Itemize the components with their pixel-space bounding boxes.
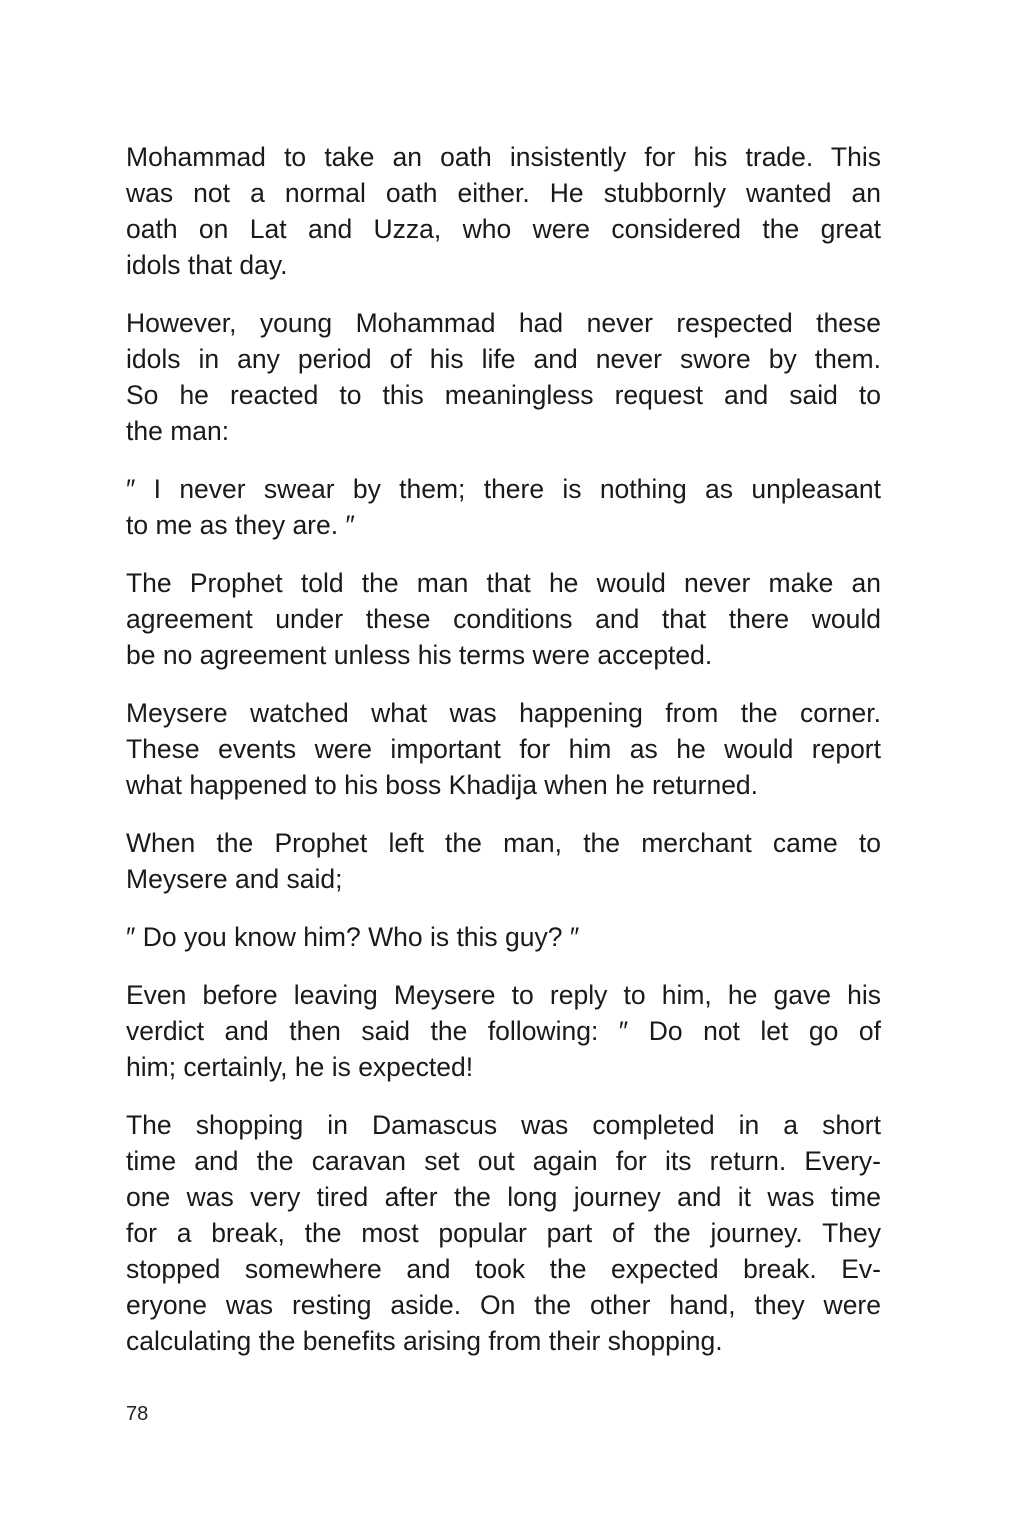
text-line: be no agreement unless his terms were accepted. xyxy=(126,640,713,670)
text-line: However, young Mohammad had never respected these xyxy=(126,308,881,338)
text-line: idols in any period of his life and never swore by them. xyxy=(126,344,881,374)
text-line: oath on Lat and Uzza, who were considered the great xyxy=(126,214,881,244)
text-line: was not a normal oath either. He stubbornly wanted an xyxy=(126,178,881,208)
text-line: stopped somewhere and took the expected break. Ev- xyxy=(126,1254,881,1284)
text-line: verdict and then said the following: ″ Do not let go of xyxy=(126,1016,881,1046)
text-line: one was very tired after the long journey and it was time xyxy=(126,1182,881,1212)
text-line: agreement under these conditions and that there would xyxy=(126,604,881,634)
paragraph xyxy=(126,471,881,543)
paragraph xyxy=(126,919,881,955)
paragraph xyxy=(126,825,881,897)
text-line: Even before leaving Meysere to reply to him, he gave his xyxy=(126,980,881,1010)
text-line: idols that day. xyxy=(126,250,288,280)
text-line: what happened to his boss Khadija when he returned. xyxy=(126,770,759,800)
text-line: him; certainly, he is expected! xyxy=(126,1052,474,1082)
paragraph xyxy=(126,305,881,449)
paragraph xyxy=(126,695,881,803)
paragraph xyxy=(126,1107,881,1359)
text-line: the man: xyxy=(126,416,230,446)
text-line: These events were important for him as he would report xyxy=(126,734,881,764)
text-line: Mohammad to take an oath insistently for his trade. This xyxy=(126,142,881,172)
text-line: So he reacted to this meaningless request and said to xyxy=(126,380,881,410)
paragraph xyxy=(126,139,881,283)
text-line: ″ I never swear by them; there is nothing as unpleasant xyxy=(126,474,881,504)
text-line: to me as they are. ″ xyxy=(126,510,355,540)
text-line: ″ Do you know him? Who is this guy? ″ xyxy=(126,922,580,952)
paragraph xyxy=(126,565,881,673)
text-line: Meysere watched what was happening from the corner. xyxy=(126,698,881,728)
page-number: 78 xyxy=(126,1403,149,1425)
paragraph xyxy=(126,977,881,1085)
text-line: eryone was resting aside. On the other hand, they were xyxy=(126,1290,881,1320)
text-line: calculating the benefits arising from their shopping. xyxy=(126,1326,723,1356)
text-line: When the Prophet left the man, the merchant came to xyxy=(126,828,881,858)
text-line: time and the caravan set out again for its return. Every- xyxy=(126,1146,881,1176)
text-line: The Prophet told the man that he would never make an xyxy=(126,568,881,598)
body-text xyxy=(126,139,881,1381)
text-line: Meysere and said; xyxy=(126,864,343,894)
text-line: for a break, the most popular part of the journey. They xyxy=(126,1218,881,1248)
text-line: The shopping in Damascus was completed in a short xyxy=(126,1110,881,1140)
